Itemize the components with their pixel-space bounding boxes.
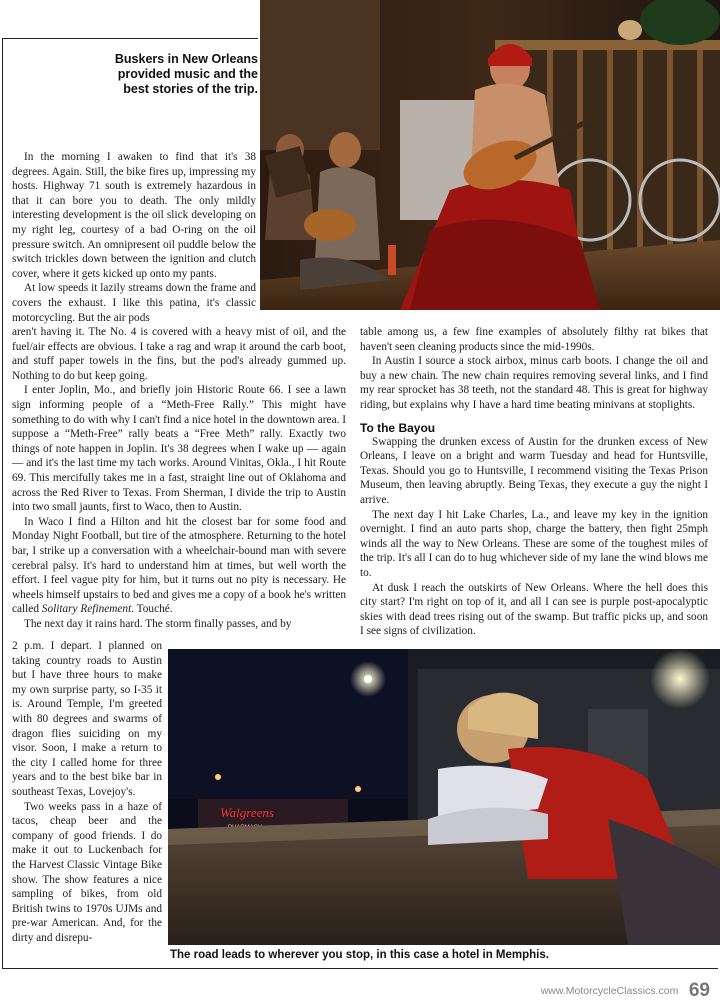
article-col1-bottom [12, 639, 162, 945]
buskers-illustration [260, 0, 720, 310]
frame-bottom-rule [2, 968, 718, 969]
photo-hotel-memphis [168, 649, 720, 945]
page-footer [541, 980, 710, 1002]
paragraph [12, 515, 346, 617]
paragraph: I enter Joplin, Mo., and briefly join Historic Route 66. I see a lawn sign informing people of a “Meth-Free Rally.” This might have something to do with why I can't find a nice hotel in the downtown area. I suppose a “Meth-Free” rally beats a “Free Meth” rally. Exactly two things of note happen in Joplin. It's 38 degrees when I wake up — again — and it's the last time my tach works. Around Vinitas, Okla., I hit Route 69. This mercifully takes me in a fast, straight line out of Oklahoma and across the Red River to Texas. From Sherman, I divide the trip to Austin into two small jaunts, first to Waco, then to Austin. [12, 384, 346, 514]
frame-left-rule [2, 38, 3, 968]
caption-top [90, 52, 258, 97]
article-col2 [360, 325, 708, 639]
article-col1-top [12, 150, 256, 325]
paragraph: In Austin I source a stock airbox, minus carb boots. I change the oil and buy a new chain. The new chain requires removing several links, and I find my rear sprocket has 38 teeth, not the standard 48. This is great for highway riding, but explains why I have a hard time beating minivans at stoplights. [360, 355, 708, 411]
paragraph: At dusk I reach the outskirts of New Orleans. Where the hell does this city start? I'm right on top of it, and all I can see is purple post-apocalyptic skies with dead trees rising out of the swamp. But traffic picks up, and soon I see signs of civilization. [360, 581, 708, 638]
footer-url[interactable]: www.MotorcycleClassics.com [540, 985, 679, 997]
caption-top-line-3: best stories of the trip. [123, 82, 258, 96]
paragraph: Two weeks pass in a haze of tacos, cheap beer and the company of good friends. I do make it out to Luckenbach for the Harvest Classic Vintage Bike show. The show features a nice sampling of bikes, from old British twins to 1970s UJMs and pre-war American. And, for the dirty and disrepu- [12, 800, 162, 944]
paragraph-text: In Waco I find a Hilton and hit the closest bar for some food and Monday Night Football, but tire of the atmosphere. Returning to the hotel bar, I strike up a conversation with a wheelchair-bound man with severe cerebral palsy. It's hard to understand him at times, but well worth the effort. I feel vague pity for him, but it turns out no pity is necessary. He wheels himself upstairs to bed and gives me a copy of a book he's written called [12, 515, 346, 616]
caption-top-line-2: provided music and the [117, 67, 258, 81]
caption-bottom: The road leads to wherever you stop, in this case a hotel in Memphis. [170, 949, 549, 961]
paragraph: In the morning I awaken to find that it's 38 degrees. Again. Still, the bike fires up, impressing my hosts. Highway 71 south is extremely hazardous in that it can bore you to death. The only mildly interesting development is the oil slick developing on my right leg, courtesy of a bad O-ring on the oil pressure switch. An omnipresent oil puddle below the switch trickles down between the ignition and clutch cover, where it gets kicked up onto my pants. [12, 151, 256, 280]
paragraph: table among us, a few fine examples of absolutely filthy rat bikes that haven't seen cleaning products since the mid-1990s. [360, 326, 708, 353]
hotel-illustration [168, 649, 720, 945]
paragraph: 2 p.m. I depart. I planned on taking country roads to Austin but I have three hours to make my own surprise party, so I-35 it is. Around Temple, I'm greeted with 80 degrees and swarms of dragon flies suiciding on my visor. Soon, I make a return to the city I called home for three years and to the best bike bar in southeast Texas, Lovejoy's. [12, 640, 162, 798]
paragraph: Swapping the drunken excess of Austin for the drunken excess of New Orleans, I leave on a bright and warm Tuesday and head for Huntsville, Texas. Should you go to Huntsville, I recommend visiting the Texas Prison Museum, then leaving abruptly. Being Texas, they execute a guy the night I arrive. [360, 435, 708, 506]
book-title: Solitary Refinement [41, 603, 132, 616]
article-col1-middle [12, 325, 346, 631]
paragraph-text: . Touché. [131, 603, 173, 616]
caption-top-line-1: Buskers in New Orleans [114, 52, 258, 66]
walgreens-sign: Walgreens [220, 805, 274, 820]
subhead: To the Bayou [360, 420, 436, 435]
photo-buskers [260, 0, 720, 310]
paragraph: The next day it rains hard. The storm finally passes, and by [24, 617, 292, 630]
paragraph: At low speeds it lazily streams down the frame and covers the exhaust. I like this patina, it's classic motorcycling. But the air pods [12, 282, 256, 324]
paragraph: The next day I hit Lake Charles, La., and leave my key in the ignition overnight. I find an auto parts shop, charge the battery, then fight 25mph winds all the way to New Orleans. These are some of the toughest miles of the trip. It's all I can do to hug whichever side of my lane the wind blows me to. [360, 508, 708, 579]
page-number: 69 [688, 980, 710, 1001]
frame-top-rule [2, 38, 258, 39]
paragraph: aren't having it. The No. 4 is covered with a heavy mist of oil, and the fuel/air effects are obvious. I take a rag and wrap it around the carb boot, and stuff paper towels in the fins, but the pod's already gummed up. Nothing to do but keep going. [12, 326, 346, 382]
